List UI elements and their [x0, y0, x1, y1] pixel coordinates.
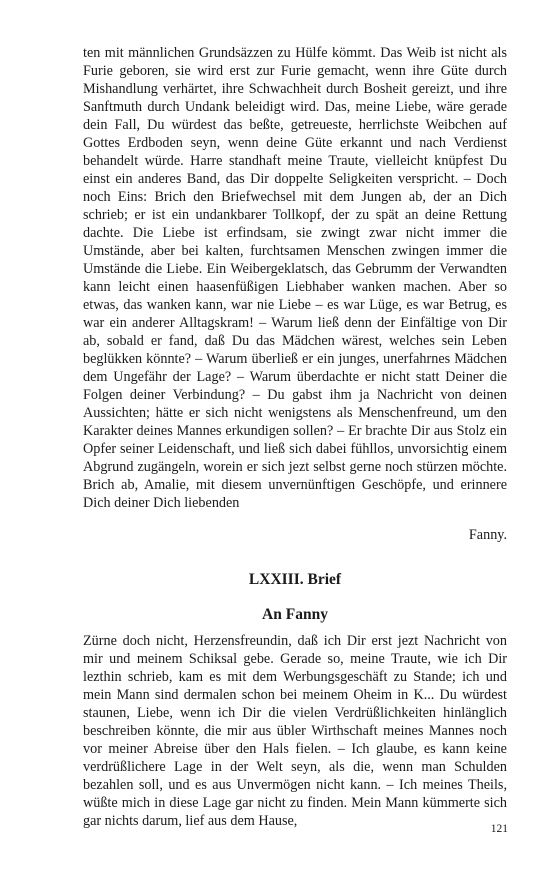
page-number: 121: [490, 823, 508, 835]
address-heading: An Fanny: [262, 606, 328, 623]
book-page: [83, 44, 507, 830]
continued-letter-text: ten mit männlichen Grundsäzzen zu Hülfe kömmt. Das Weib ist nicht als Furie geboren, sie wird erst zur Furie gemacht, wenn ihre Güte durch Mishandlung verhärtet, ihre Schwachheit durch Bosheit gereizt, und ihre Sanftmuth durch Undank beleidigt wird. Das, meine Liebe, wäre gerade dein Fall, Du würdest das beßte, getreueste, herrlichste Weibchen auf Gottes Erdboden seyn, wenn deine Güte erkannt und nach Verdienst behandelt würde. Harre standhaft meine Traute, vielleicht knüpfest Du einst ein anderes Band, das Dir doppelte Seligkeiten verspricht. – Doch noch Eins: Brich den Briefwechsel mit dem Jungen ab, der an Dich schrieb; er ist ein undankbarer Tollkopf, der zu spät an deine Rettung dachte. Die Liebe ist erfindsam, sie zwingt zwar nicht immer die Umstände, aber bei kalten, furchtsamen Menschen zwingen immer die Umstände die Liebe. Ein Weibergeklatsch, das Gebrumm der Verwandten kann leicht einen haasenfüßigen Liebhaber wanken machen. Aber so etwas, das wanken kann, war nie Liebe – es war Lüge, es war Betrug, es war ein anderer Alltagskram! – Warum ließ denn der Einfältige von Dir ab, sobald er fand, daß Du das Mädchen wärest, welches sein Leben beglükken könnte? – Warum überließ er ein junges, unerfahrnes Mädchen dem Ungefähr der Lage? – Warum überdachte er nicht statt Deiner die Folgen deiner Verbindung? – Du gabst ihm ja Nachricht von deinen Aussichten; hätte er sich nicht wenigstens als Menschenfreund, um den Karakter deines Mannes erkundigen sollen? – Er brachte Dir aus Stolz ein Opfer seiner Leidenschaft, und ließ sich dabei fühllos, unvorsichtig einem Abgrund zugängeln, worein er sich jezt selbst gerne noch stürzen möchte. Brich ab, Amalie, mit diesem unvernünftigen Geschöpfe, und erinnere Dich deiner Dich liebenden: [83, 45, 507, 511]
letter-body-text: Zürne doch nicht, Herzensfreundin, daß ich Dir erst jezt Nachricht von mir und meinem Schiksal gebe. Gerade so, meine Traute, wie ich Dir lezthin schrieb, kam es mit dem Werbungsgeschäft zu Stande; ich und mein Mann sind dermalen schon bei meinem Oheim in K... Du würdest staunen, Liebe, wenn ich Dir die vielen Verdrüßlichkeiten hinlänglich beschreiben könnte, die mir aus übler Wirthschaft meines Mannes noch vor meiner Abreise über den Hals fielen. – Ich glaube, es kann keine verdrüßlichere Lage in der Welt seyn, als die, wenn man Schulden bezahlen soll, und es aus Unvermögen nicht kann. – Ich meines Theils, wüßte mich in diese Lage gar nicht zu finden. Mein Mann kümmerte sich gar nichts darum, lief aus dem Hause,: [83, 633, 507, 829]
letter-heading: LXXIII. Brief: [248, 571, 342, 588]
letter-signature: Fanny.: [468, 527, 507, 543]
